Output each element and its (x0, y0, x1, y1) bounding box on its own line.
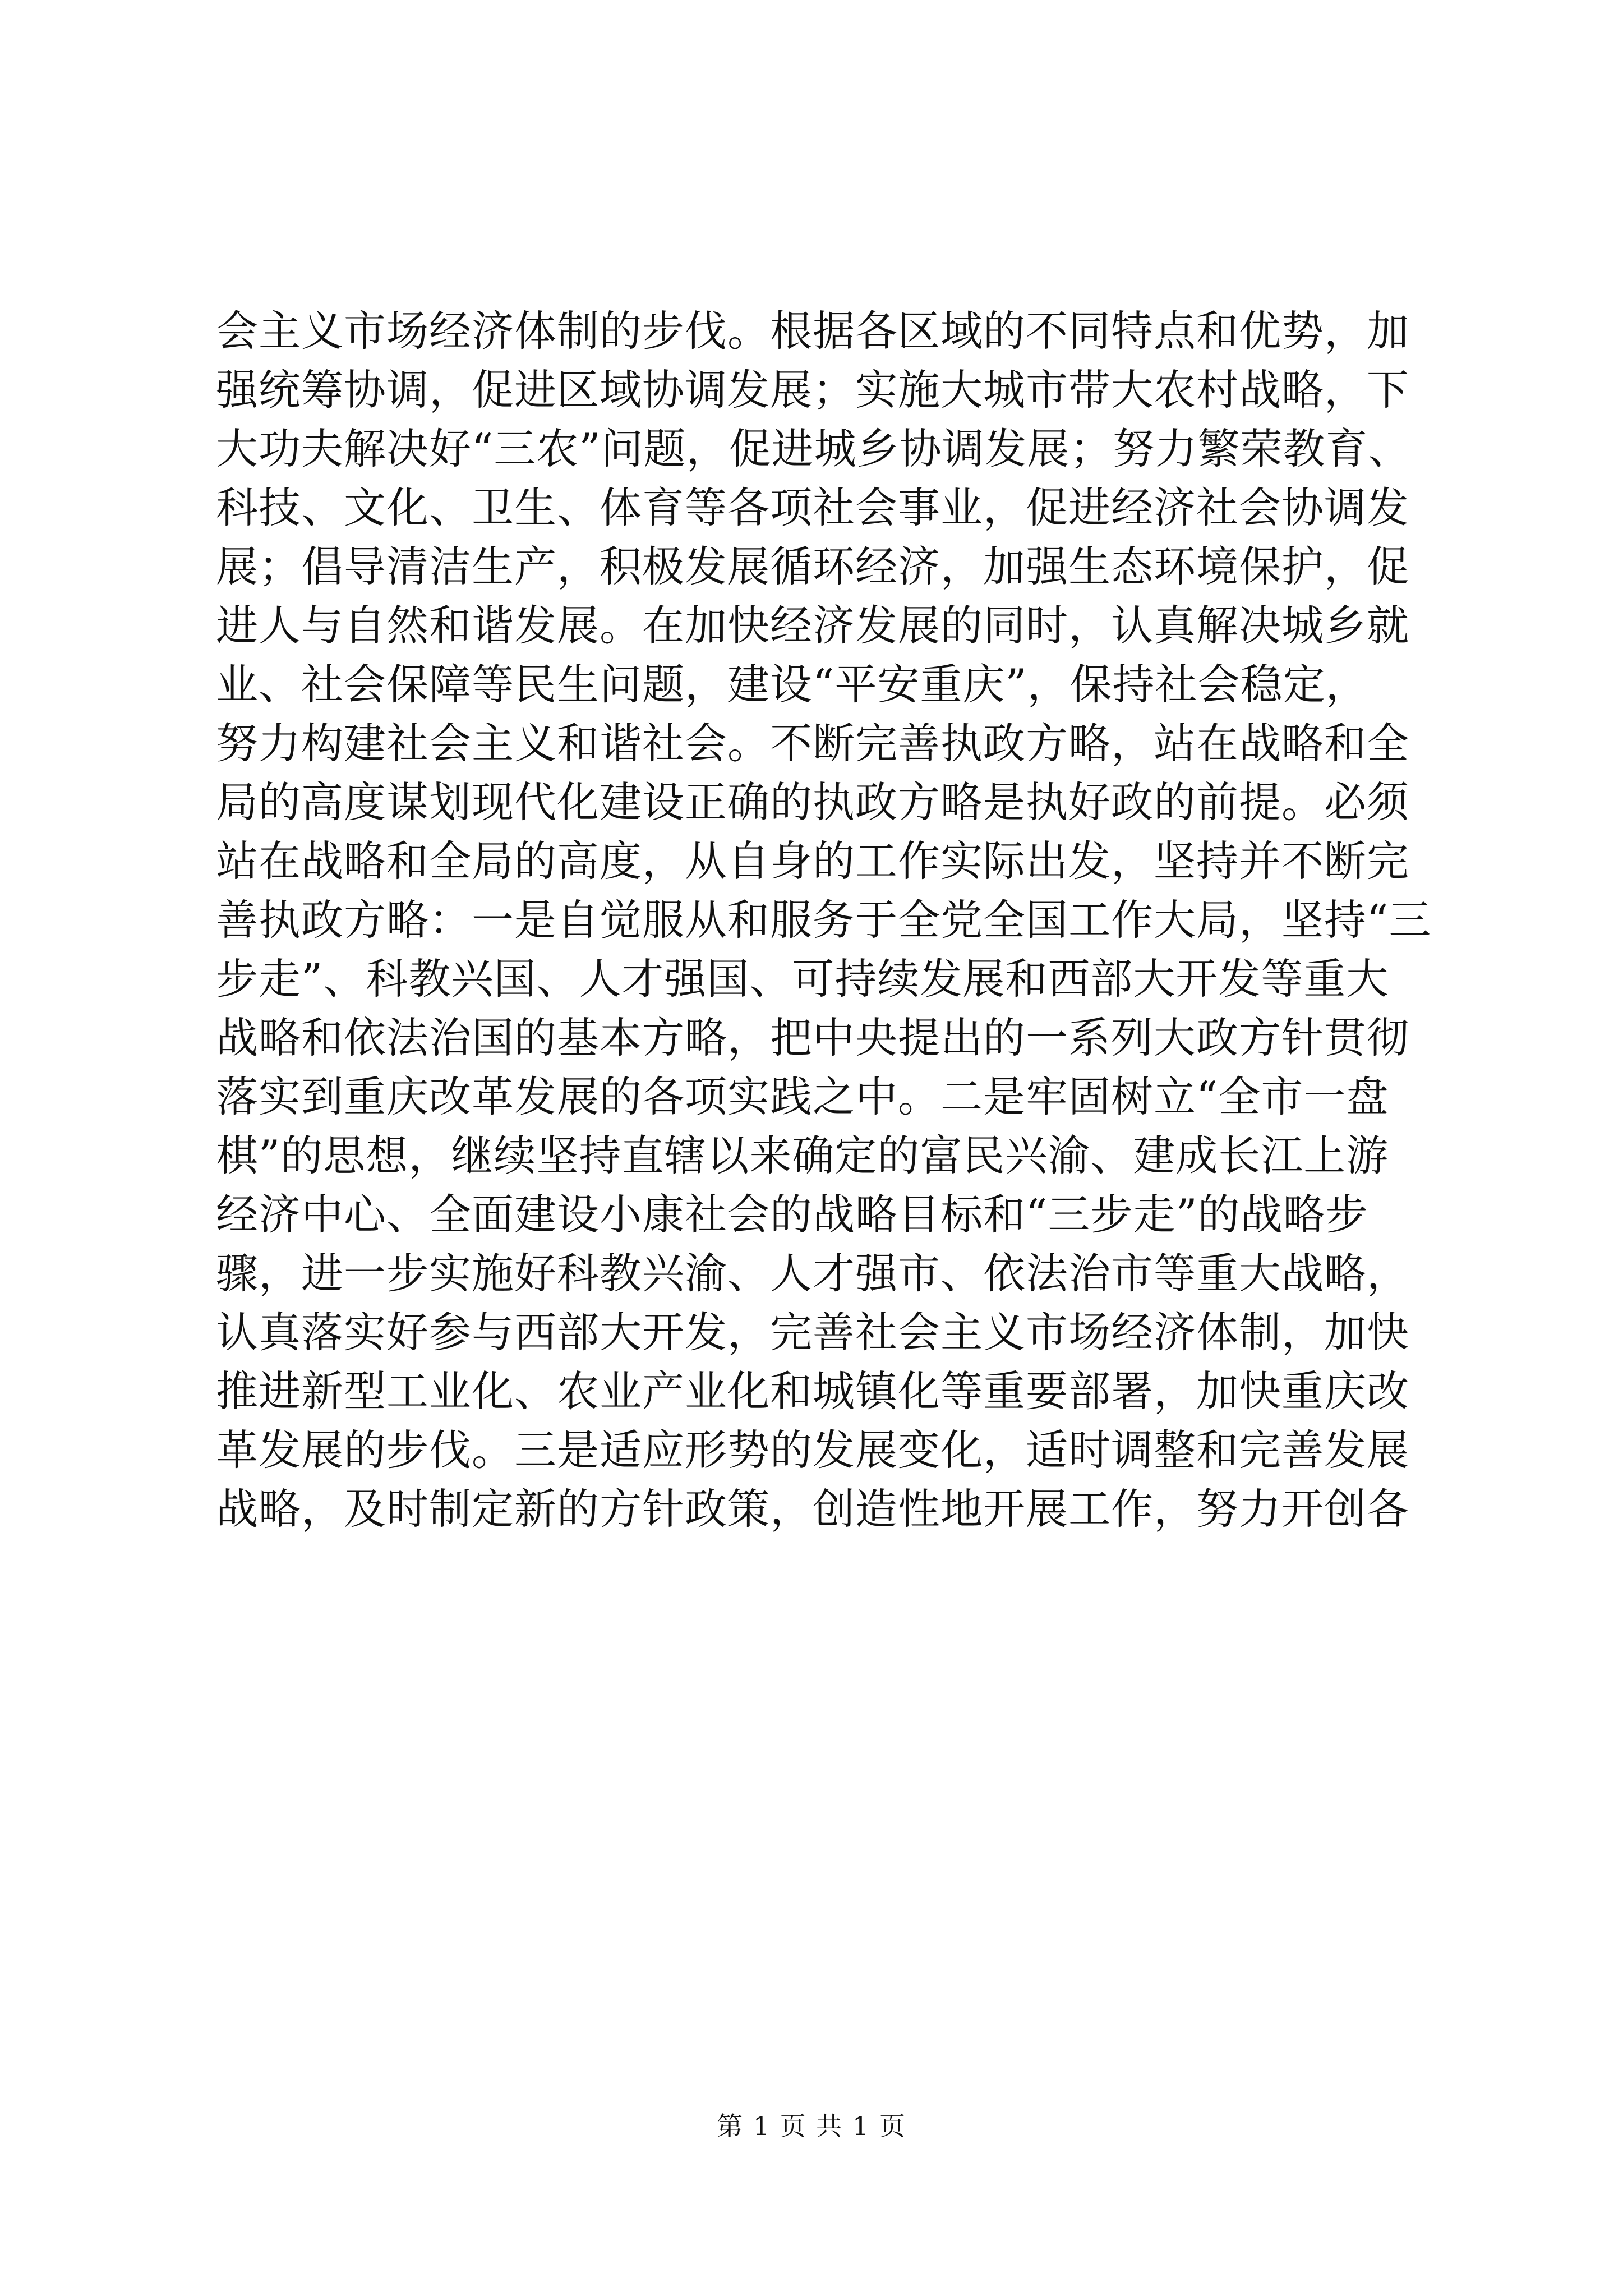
text-line: 强统筹协调，促进区域协调发展；实施大城市带大农村战略，下 (216, 365, 1410, 415)
text-line: 战略，及时制定新的方针政策，创造性地开展工作，努力开创各 (216, 1484, 1410, 1534)
text-line: 进人与自然和谐发展。在加快经济发展的同时，认真解决城乡就 (216, 601, 1410, 650)
text-line: 落实到重庆改革发展的各项实践之中。二是牢固树立“全市一盘 (216, 1072, 1389, 1121)
page-footer: 第 1 页 共 1 页 (717, 2111, 906, 2141)
text-line: 革发展的步伐。三是适应形势的发展变化，适时调整和完善发展 (216, 1425, 1410, 1475)
text-line: 展；倡导清洁生产，积极发展循环经济，加强生态环境保护，促 (216, 542, 1410, 591)
text-line: 认真落实好参与西部大开发，完善社会主义市场经济体制，加快 (216, 1308, 1410, 1357)
text-line: 战略和依法治国的基本方略，把中央提出的一系列大政方针贯彻 (216, 1013, 1410, 1062)
text-line: 站在战略和全局的高度，从自身的工作实际出发，坚持并不断完 (216, 836, 1410, 886)
text-line: 局的高度谋划现代化建设正确的执政方略是执好政的前提。必须 (216, 777, 1410, 827)
text-line: 大功夫解决好“三农”问题，促进城乡协调发展；努力繁荣教育、 (216, 424, 1411, 473)
text-line: 努力构建社会主义和谐社会。不断完善执政方略，站在战略和全 (216, 719, 1410, 768)
text-line: 科技、文化、卫生、体育等各项社会事业，促进经济社会协调发 (216, 483, 1410, 532)
text-line: 骤，进一步实施好科教兴渝、人才强市、依法治市等重大战略， (216, 1249, 1410, 1298)
text-line: 棋”的思想，继续坚持直辖以来确定的富民兴渝、建成长江上游 (216, 1131, 1389, 1180)
text-line: 步走”、科教兴国、人才强国、可持续发展和西部大开发等重大 (216, 954, 1389, 1004)
text-line: 推进新型工业化、农业产业化和城镇化等重要部署，加快重庆改 (216, 1366, 1410, 1416)
text-line: 业、社会保障等民生问题，建设“平安重庆”，保持社会稳定， (216, 660, 1368, 709)
text-line: 善执政方略：一是自觉服从和服务于全党全国工作大局，坚持“三 (216, 895, 1432, 945)
text-line: 经济中心、全面建设小康社会的战略目标和“三步走”的战略步 (216, 1190, 1368, 1239)
text-line: 会主义市场经济体制的步伐。根据各区域的不同特点和优势，加 (216, 306, 1410, 356)
